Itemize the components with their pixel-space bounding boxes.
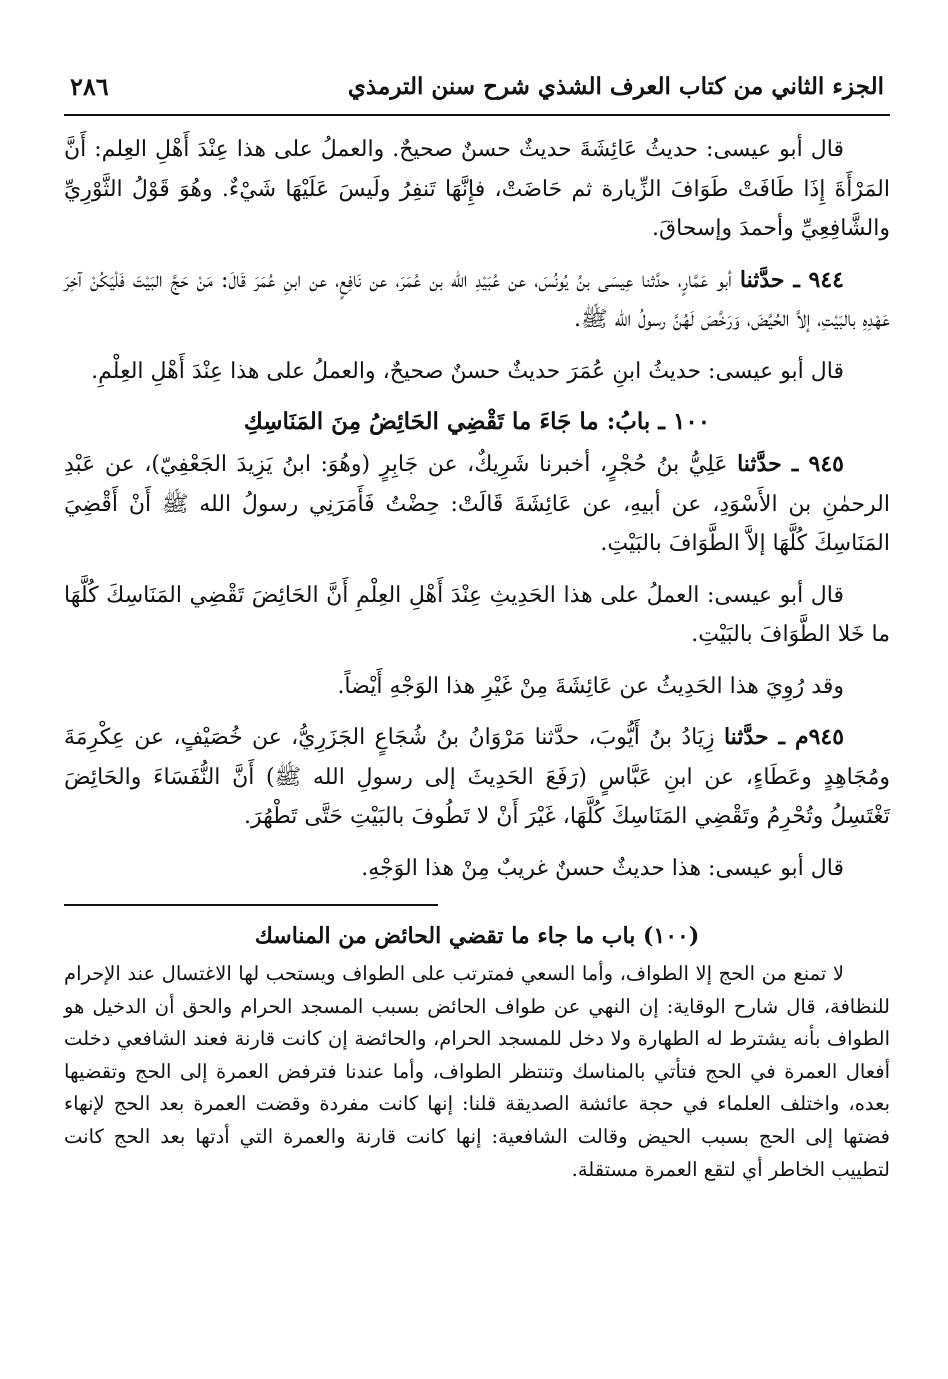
- hadith-number-945m: ٩٤٥م ـ حدَّثنا: [723, 724, 845, 750]
- main-text: [64, 116, 890, 888]
- paragraph-commentary-3: قال أبو عيسى: العملُ على هذا الحَدِيثِ عِنْدَ أَهْلِ العِلْمِ أَنَّ الحَائِضَ تَقْضِي المَنَاسِكَ كُلَّهَا ما خَلا الطَّوَافَ بالبَيْتِ.: [64, 582, 890, 647]
- paragraph-commentary-5: قال أبو عيسى: هذا حديثٌ حسنٌ غريبٌ مِنْ هذا الوَجْهِ.: [361, 855, 844, 881]
- running-title: الجزء الثاني من كتاب العرف الشذي شرح سنن الترمذي: [347, 73, 884, 100]
- hadith-text-945m: زِيَادُ بنُ أَيُّوبَ، حدَّثنا مَرْوَانُ بنُ شُجَاعٍ الجَزَرِيُّ، عن خُصَيْفٍ، عن عِكْرِمَةَ ومُجَاهِدٍ وعَطَاءٍ، عن ابنِ عَبَّاسٍ (رَفَعَ الحَدِيثَ إلى رسولِ الله ﷺ) أَنَّ النُّفَسَاءَ والحَائِضَ تَغْتَسِلُ وتُحْرِمُ وتَقْضِي المَنَاسِكَ كُلَّهَا، غَيْرَ أَنْ لا تَطُوفَ بالبَيْتِ حَتَّى تَطْهُرَ.: [64, 725, 890, 829]
- chapter-heading: ١٠٠ ـ بابُ: ما جَاءَ ما تَقْضِي الحَائِضُ مِنَ المَنَاسِكِ: [243, 408, 711, 435]
- hadith-text-944: أبو عَمَّارٍ، حدَّثنا عِيسَى بنُ يُونُسَ، عن عُبَيْدِ الله بن عُمَرَ، عن نَافِعٍ، عن ابنِ عُمَرَ قَالَ: مَنْ حَجَّ البَيْتَ فَلْيَكُنْ آخِرَ عَهْدِهِ بالبَيْتِ، إلاَّ الحُيَّضَ، وَرَخَّصَ لَهُنَّ رسولُ الله ﷺ.: [64, 267, 890, 332]
- paragraph-commentary-2: قال أبو عيسى: حديثُ ابنِ عُمَرَ حديثٌ حسنٌ صحيحٌ، والعملُ على هذا عِنْدَ أَهْلِ العِلْمِ.: [91, 358, 844, 384]
- running-header: [64, 72, 890, 116]
- footnote-title: (١٠٠) باب ما جاء ما تقضي الحائض من المناسك: [254, 923, 700, 949]
- page-number: ٢٨٦: [70, 72, 109, 101]
- hadith-945m: [64, 718, 890, 837]
- footnotes: [64, 918, 890, 1186]
- hadith-number-944: ٩٤٤ ـ حدَّثنا: [739, 266, 844, 293]
- hadith-number-945: ٩٤٥ ـ حدَّثنا: [737, 451, 844, 477]
- paragraph-commentary-4: وقد رُوِيَ هذا الحَدِيثُ عن عَائِشَةَ مِنْ غَيْرِ هذا الوَجْهِ أَيْضاً.: [337, 673, 844, 699]
- hadith-944: [64, 261, 890, 340]
- footnote-text: لا تمنع من الحج إلا الطواف، وأما السعي فمترتب على الطواف ويستحب لها الاغتسال عند الإحرام للنظافة، قال شارح الوقاية: إن النهي عن طواف الحائض بسبب المسجد الحرام والحق أن الدخيل هو الطواف بأنه يشترط له الطهارة ولا دخل للمسجد الحرام، والحائضة إن كانت قارنة فعند الشافعي دخلت أفعال العمرة في الحج فتأتي بالمناسك وتنتظر الطواف، وأما عندنا فترفض العمرة إلى الحج وتقضيها بعده، واختلف العلماء في حجة عائشة الصديقة قلنا: إنها كانت مفردة وقضت العمرة بعد الحج لإنهاء فضتها إلى الحج بسبب الحيض وقالت الشافعية: إنها كانت قارنة والعمرة التي أدتها بعد الحج كانت لتطييب الخاطر أي لتقع العمرة مستقلة.: [64, 962, 890, 1181]
- footnote-separator: [64, 904, 438, 906]
- hadith-945: [64, 445, 890, 564]
- hadith-text-945: عَلِيُّ بنُ حُجْرٍ، أخبرنا شَرِيكٌ، عن جَابِرٍ (وهُوَ: ابنُ يَزِيدَ الجَعْفِيّ)، عن عَبْدِ الرحمٰنِ بن الأَسْوَدِ، عن أبيهِ، عن عَائِشَةَ قَالَتْ: حِضْتُ فَأَمَرَنِي رسولُ الله ﷺ أَنْ أَقْضِيَ المَنَاسِكَ كُلَّهَا إلاَّ الطَّوَافَ بالبَيْتِ.: [64, 452, 890, 556]
- paragraph-commentary-1: قال أبو عيسى: حديثُ عَائِشَةَ حديثٌ حسنٌ صحيحٌ. والعملُ على هذا عِنْدَ أَهْلِ العِلم: أَنَّ المَرْأَةَ إِذَا طَافَتْ طَوَافَ الزِّيارة ثم حَاضَتْ، فإِنَّهَا تَنفِرُ ولَيسَ عَلَيْهَا شَيْءٌ. وهُوَ قَوْلُ الثَّوْرِيِّ والشَّافِعِيِّ وأحمدَ وإسحاقَ.: [64, 137, 890, 241]
